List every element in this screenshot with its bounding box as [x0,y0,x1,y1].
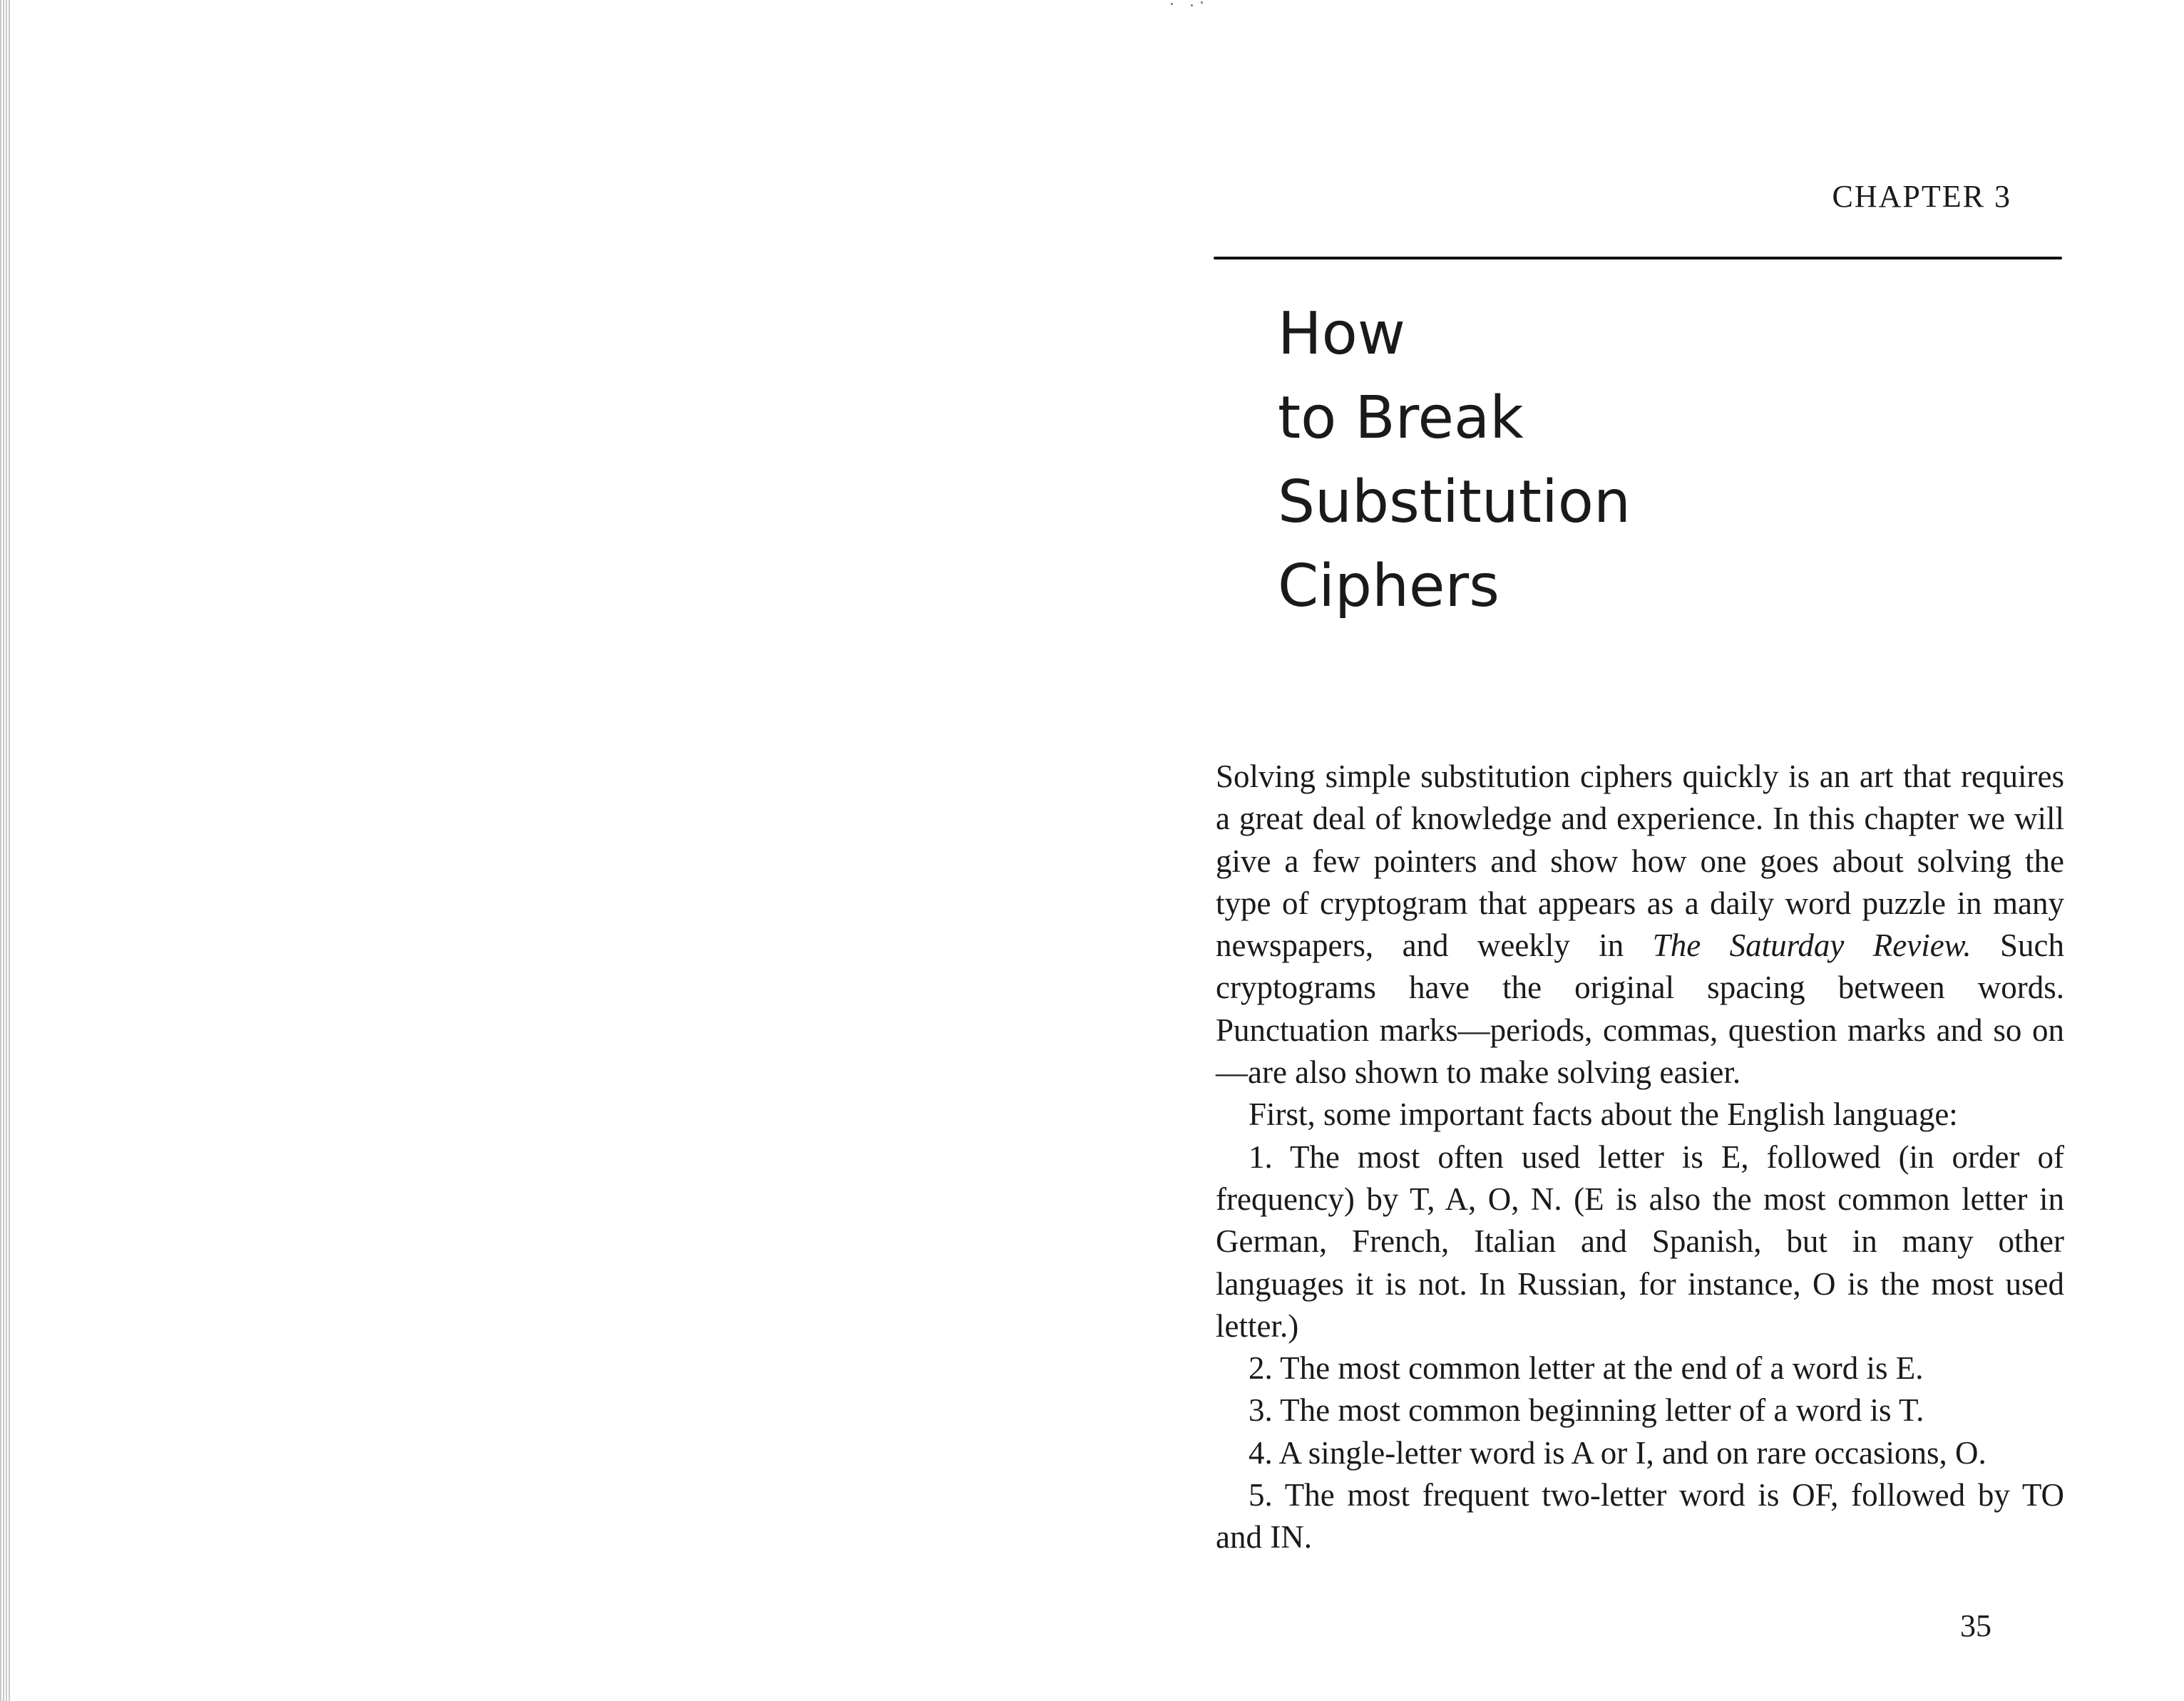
body-text [1216,756,2064,1559]
paragraph-intro-text: Solving simple substitution ciphers quickly is an art that requires a great deal of knowledge and experience. In this chapter we will give a few pointers and show how one goes about solving the type of cryptogram that appears as a daily word puzzle in many newspapers, and weekly in [1216,759,2064,964]
paragraph-intro-text-continued: Such cryptograms have the original spacing between words. Punctuation marks—periods, commas, question marks and so on—are also shown to make solving easier. [1216,927,2064,1091]
binding-edge [0,0,10,1701]
left-page-blank [0,0,1091,1701]
list-item: 3. The most common beginning letter of a word is T. [1249,1392,1924,1429]
list-item: 1. The most often used letter is E, followed (in order of frequency) by T, A, O, N. (E is also the most common letter in German, French, Italian and Spanish, but in many other languages it is not. In Russian, for instance, O is the most used letter.) [1216,1139,2064,1344]
right-page [1091,0,2184,1701]
page-number: 35 [1960,1608,1991,1643]
list-item: 2. The most common letter at the end of a word is E. [1249,1350,1924,1387]
paragraph-facts-intro: First, some important facts about the English language: [1249,1096,1958,1133]
title-line: Ciphers [1278,553,1499,620]
publication-title: The Saturday Review. [1652,927,1972,964]
chapter-rule [1214,257,2062,259]
chapter-label: CHAPTER 3 [1832,179,2011,214]
title-line: How [1278,300,1405,368]
chapter-title [1278,292,1631,629]
paragraph-intro [1216,756,2064,1094]
list-item: 4. A single-letter word is A or I, and on rare occasions, O. [1249,1434,1986,1471]
title-line: Substitution [1278,468,1631,536]
list-item: 5. The most frequent two-letter word is OF, followed by TO and IN. [1216,1477,2064,1556]
title-line: to Break [1278,384,1524,452]
